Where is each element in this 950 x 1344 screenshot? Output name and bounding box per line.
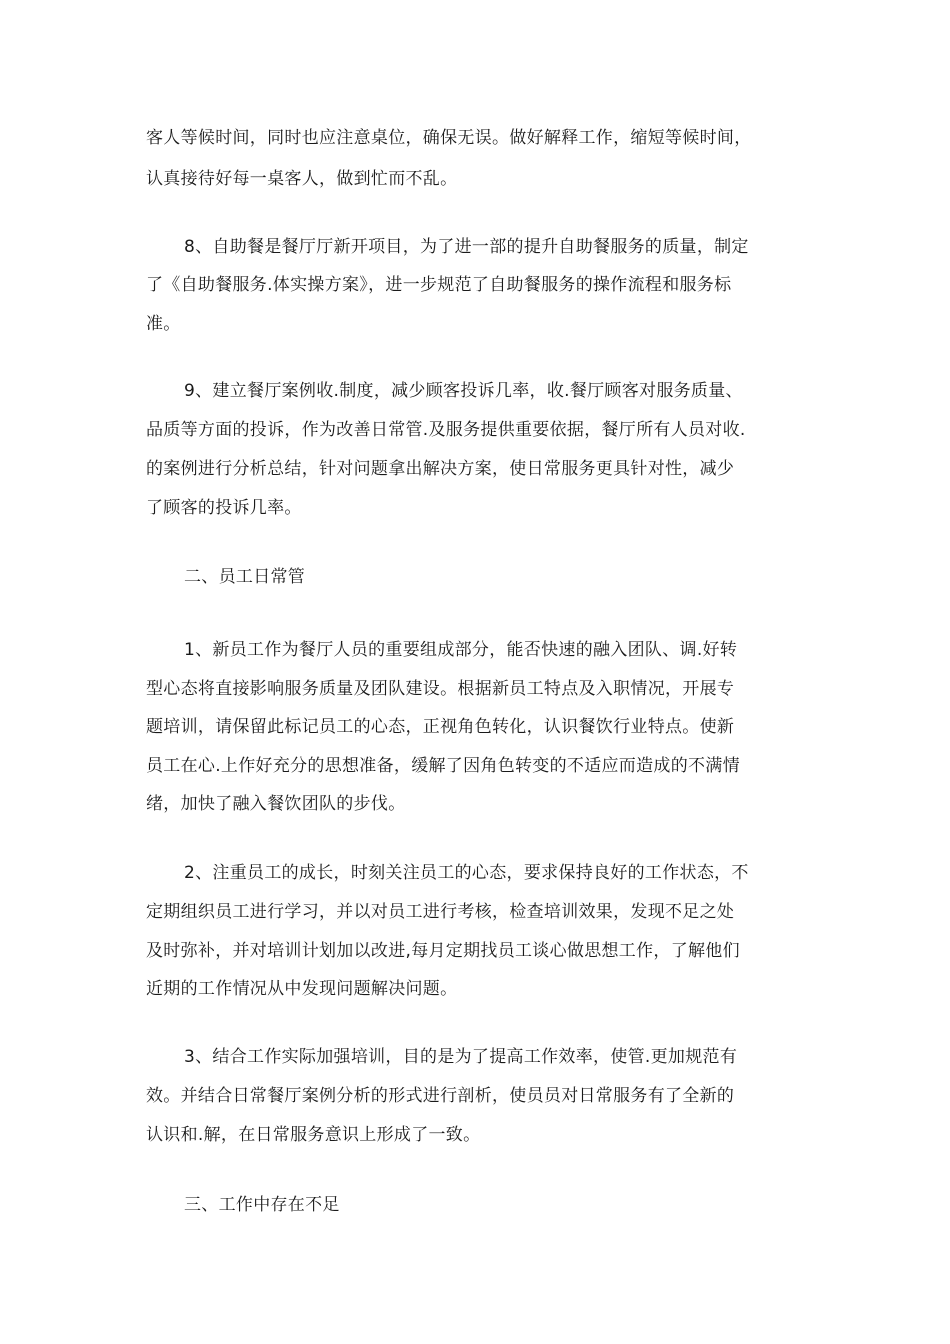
paragraph-line: 8、自助餐是餐厅厅新开项目，为了进一部的提升自助餐服务的质量，制定 <box>184 237 749 257</box>
paragraph-line: 员工在心.上作好充分的思想准备，缓解了因角色转变的不适应而造成的不满情 <box>146 756 740 776</box>
paragraph-line: 客人等候时间，同时也应注意桌位，确保无误。做好解释工作，缩短等候时间， <box>146 128 752 148</box>
paragraph-line: 及时弥补，并对培训计划加以改进,每月定期找员工谈心做思想工作，了解他们 <box>146 941 740 961</box>
paragraph-line: 了顾客的投诉几率。 <box>146 498 302 518</box>
paragraph-line: 定期组织员工进行学习，并以对员工进行考核，检查培训效果，发现不足之处 <box>146 902 735 922</box>
section-heading: 三、工作中存在不足 <box>184 1195 340 1215</box>
paragraph-line: 的案例进行分析总结，针对问题拿出解决方案，使日常服务更具针对性，减少 <box>146 459 735 479</box>
paragraph-line: 2、注重员工的成长，时刻关注员工的心态，要求保持良好的工作状态，不 <box>184 863 749 883</box>
paragraph-line: 题培训，请保留此标记员工的心态，正视角色转化，认识餐饮行业特点。使新 <box>146 717 735 737</box>
paragraph-line: 认识和.解，在日常服务意识上形成了一致。 <box>146 1125 481 1145</box>
paragraph-line: 准。 <box>146 314 181 334</box>
paragraph-line: 绪，加快了融入餐饮团队的步伐。 <box>146 794 406 814</box>
paragraph-line: 近期的工作情况从中发现问题解决问题。 <box>146 979 458 999</box>
paragraph-line: 品质等方面的投诉，作为改善日常管.及服务提供重要依据，餐厅所有人员对收. <box>146 420 746 440</box>
paragraph-line: 了《自助餐服务.体实操方案》，进一步规范了自助餐服务的操作流程和服务标 <box>146 275 732 295</box>
paragraph-line: 3、结合工作实际加强培训，目的是为了提高工作效率，使管.更加规范有 <box>184 1047 738 1067</box>
paragraph-line: 效。并结合日常餐厅案例分析的形式进行剖析，使员员对日常服务有了全新的 <box>146 1086 735 1106</box>
paragraph-line: 1、新员工作为餐厅人员的重要组成部分，能否快速的融入团队、调.好转 <box>184 640 738 660</box>
paragraph-line: 9、建立餐厅案例收.制度，减少顾客投诉几率，收.餐厅顾客对服务质量、 <box>184 381 743 401</box>
paragraph-line: 认真接待好每一桌客人，做到忙而不乱。 <box>146 169 458 189</box>
paragraph-line: 型心态将直接影响服务质量及团队建设。根据新员工特点及入职情况，开展专 <box>146 679 735 699</box>
section-heading: 二、员工日常管 <box>184 567 306 587</box>
